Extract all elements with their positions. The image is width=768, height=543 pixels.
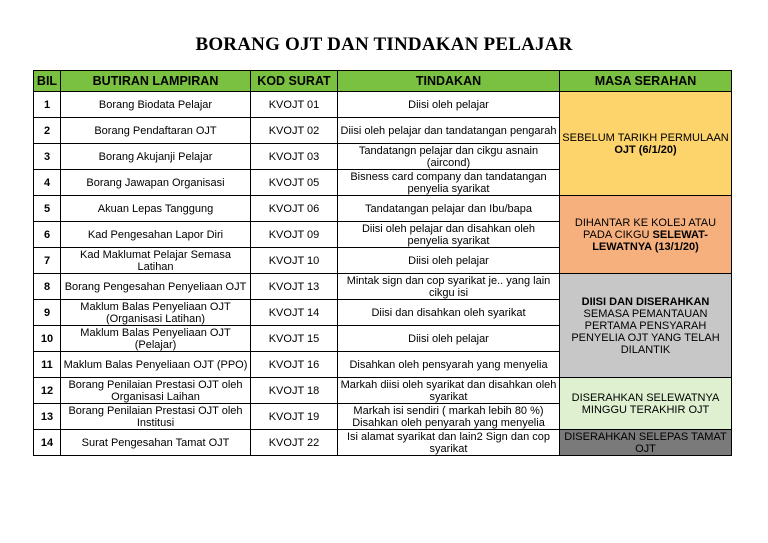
row-tindakan: Markah isi sendiri ( markah lebih 80 %) Disahkan oleh penyarah yang menyelia — [338, 404, 560, 430]
header-kod-surat: KOD SURAT — [251, 71, 338, 92]
masa-serahan-group-1 — [560, 92, 732, 196]
row-tindakan: Diisi oleh pelajar dan disahkan oleh penyelia syarikat — [338, 222, 560, 248]
row-bil: 4 — [34, 170, 61, 196]
row-butiran: Borang Penilaian Prestasi OJT oleh Institusi — [61, 404, 251, 430]
row-bil: 11 — [34, 352, 61, 378]
masa-serahan-group-5 — [560, 430, 732, 456]
masa-text: SEMASA PEMANTAUAN PERTAMA PENSYARAH PENYELIA OJT YANG TELAH DILANTIK — [571, 307, 720, 356]
ojt-table — [33, 70, 732, 456]
row-kod-surat: KVOJT 22 — [251, 430, 338, 456]
row-tindakan: Diisi oleh pelajar — [338, 326, 560, 352]
row-tindakan: Diisi oleh pelajar — [338, 248, 560, 274]
row-bil: 9 — [34, 300, 61, 326]
masa-bold-text: OJT (6/1/20) — [614, 143, 677, 156]
row-butiran: Borang Biodata Pelajar — [61, 92, 251, 118]
row-tindakan: Tandatangn pelajar dan cikgu asnain (aircond) — [338, 144, 560, 170]
row-kod-surat: KVOJT 14 — [251, 300, 338, 326]
header-masa-serahan: MASA SERAHAN — [560, 71, 732, 92]
header-bil: BIL — [34, 71, 61, 92]
row-bil: 5 — [34, 196, 61, 222]
masa-serahan-group-2 — [560, 196, 732, 274]
header-row — [34, 71, 732, 92]
row-butiran: Borang Pendaftaran OJT — [61, 118, 251, 144]
table-row — [34, 274, 732, 300]
row-bil: 13 — [34, 404, 61, 430]
masa-bold-text: SELEWAT-LEWATNYA (13/1/20) — [592, 228, 708, 253]
row-kod-surat: KVOJT 16 — [251, 352, 338, 378]
header-tindakan: TINDAKAN — [338, 71, 560, 92]
row-kod-surat: KVOJT 05 — [251, 170, 338, 196]
row-butiran: Maklum Balas Penyeliaan OJT (Organisasi Latihan) — [61, 300, 251, 326]
row-bil: 3 — [34, 144, 61, 170]
row-kod-surat: KVOJT 10 — [251, 248, 338, 274]
row-butiran: Surat Pengesahan Tamat OJT — [61, 430, 251, 456]
masa-text: DIHANTAR KE KOLEJ ATAU PADA CIKGU — [574, 216, 717, 241]
row-butiran: Borang Jawapan Organisasi — [61, 170, 251, 196]
row-butiran: Akuan Lepas Tanggung — [61, 196, 251, 222]
row-tindakan: Diisi oleh pelajar dan tandatangan pengarah — [338, 118, 560, 144]
row-butiran: Kad Maklumat Pelajar Semasa Latihan — [61, 248, 251, 274]
row-butiran: Maklum Balas Penyeliaan OJT (Pelajar) — [61, 326, 251, 352]
row-tindakan: Diisi dan disahkan oleh syarikat — [338, 300, 560, 326]
row-bil: 12 — [34, 378, 61, 404]
row-bil: 8 — [34, 274, 61, 300]
row-kod-surat: KVOJT 02 — [251, 118, 338, 144]
masa-text: SEBELUM TARIKH PERMULAAN — [562, 131, 729, 144]
masa-bold-text: DIISI DAN DISERAHKAN — [581, 295, 710, 308]
row-bil: 1 — [34, 92, 61, 118]
table-row — [34, 430, 732, 456]
row-tindakan: Markah diisi oleh syarikat dan disahkan oleh syarikat — [338, 378, 560, 404]
header-butiran-lampiran: BUTIRAN LAMPIRAN — [61, 71, 251, 92]
table-row — [34, 92, 732, 118]
row-kod-surat: KVOJT 19 — [251, 404, 338, 430]
row-bil: 7 — [34, 248, 61, 274]
row-kod-surat: KVOJT 18 — [251, 378, 338, 404]
masa-text: DISERAHKAN SELEPAS TAMAT OJT — [564, 430, 727, 455]
table-row — [34, 196, 732, 222]
row-butiran: Borang Penilaian Prestasi OJT oleh Organisasi Laihan — [61, 378, 251, 404]
row-tindakan: Diisi oleh pelajar — [338, 92, 560, 118]
masa-text: DISERAHKAN SELEWATNYA MINGGU TERAKHIR OJT — [571, 391, 720, 416]
row-tindakan: Isi alamat syarikat dan lain2 Sign dan cop syarikat — [338, 430, 560, 456]
row-kod-surat: KVOJT 09 — [251, 222, 338, 248]
row-tindakan: Bisness card company dan tandatangan penyelia syarikat — [338, 170, 560, 196]
table-row — [34, 378, 732, 404]
row-tindakan: Mintak sign dan cop syarikat je.. yang lain cikgu isi — [338, 274, 560, 300]
row-bil: 2 — [34, 118, 61, 144]
row-kod-surat: KVOJT 13 — [251, 274, 338, 300]
row-kod-surat: KVOJT 01 — [251, 92, 338, 118]
row-kod-surat: KVOJT 03 — [251, 144, 338, 170]
row-kod-surat: KVOJT 15 — [251, 326, 338, 352]
masa-serahan-group-3 — [560, 274, 732, 378]
row-butiran: Borang Pengesahan Penyeliaan OJT — [61, 274, 251, 300]
row-butiran: Kad Pengesahan Lapor Diri — [61, 222, 251, 248]
row-tindakan: Disahkan oleh pensyarah yang menyelia — [338, 352, 560, 378]
row-bil: 14 — [34, 430, 61, 456]
row-butiran: Borang Akujanji Pelajar — [61, 144, 251, 170]
row-bil: 10 — [34, 326, 61, 352]
row-butiran: Maklum Balas Penyeliaan OJT (PPO) — [61, 352, 251, 378]
document-title: BORANG OJT DAN TINDAKAN PELAJAR — [195, 34, 573, 55]
row-bil: 6 — [34, 222, 61, 248]
row-tindakan: Tandatangan pelajar dan Ibu/bapa — [338, 196, 560, 222]
masa-serahan-group-4 — [560, 378, 732, 430]
row-kod-surat: KVOJT 06 — [251, 196, 338, 222]
